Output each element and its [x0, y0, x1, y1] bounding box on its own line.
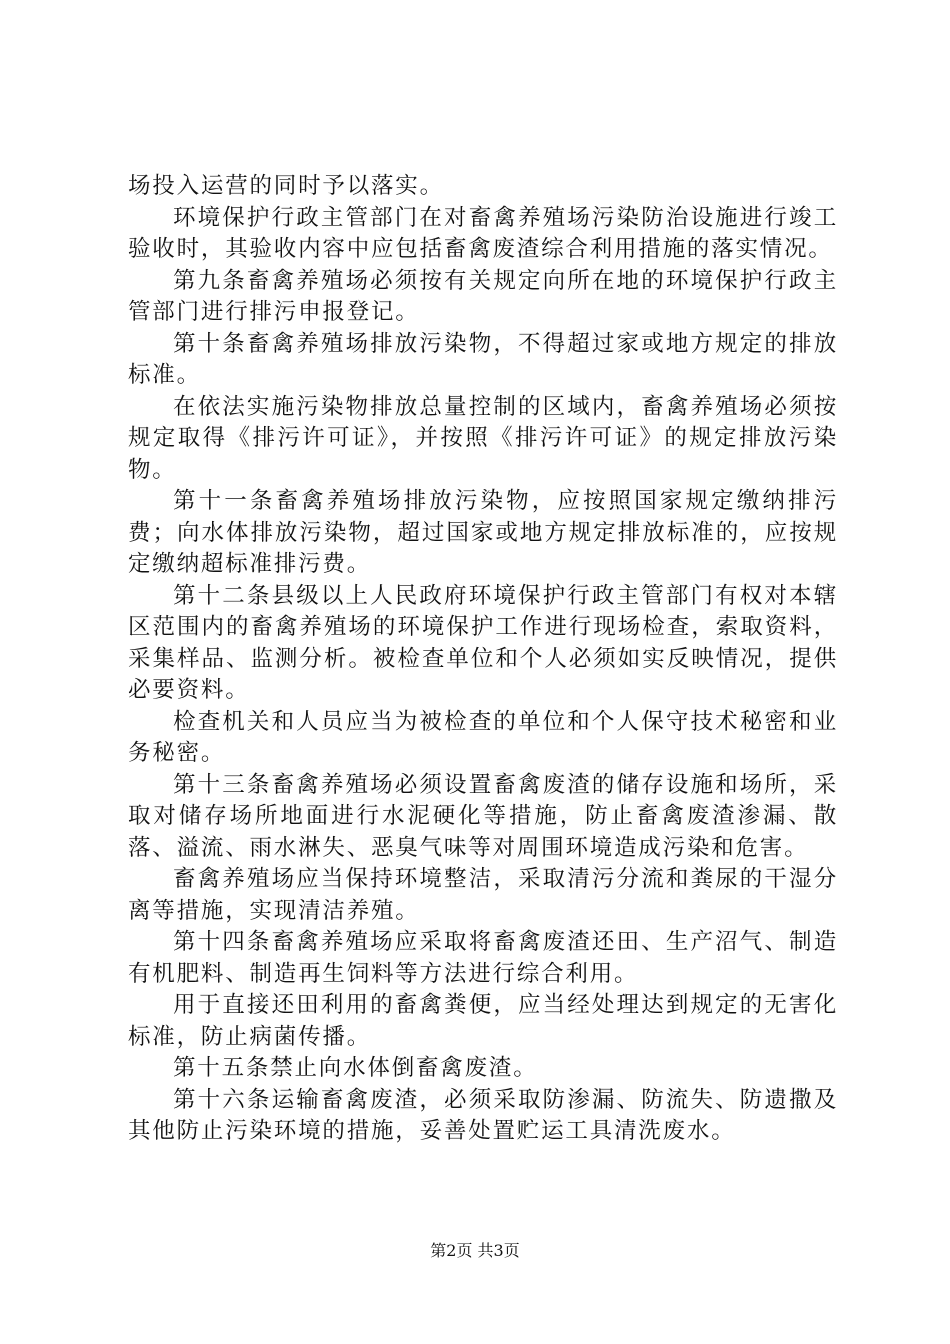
- paragraph-2: 环境保护行政主管部门在对畜禽养殖场污染防治设施进行竣工验收时，其验收内容中应包括畜禽废渣综合利用措施的落实情况。: [128, 204, 838, 262]
- paragraph-14: 第十六条运输畜禽废渣，必须采取防渗漏、防流失、防遗撒及其他防止污染环境的措施，妥善处置贮运工具清洗废水。: [128, 1086, 838, 1144]
- paragraph-11: 第十四条畜禽养殖场应采取将畜禽废渣还田、生产沼气、制造有机肥料、制造再生饲料等方法进行综合利用。: [128, 929, 838, 987]
- paragraph-7: 第十二条县级以上人民政府环境保护行政主管部门有权对本辖区范围内的畜禽养殖场的环境保护工作进行现场检查，索取资料，采集样品、监测分析。被检查单位和个人必须如实反映情况，提供必要资料。: [128, 582, 838, 703]
- paragraph-1: 场投入运营的同时予以落实。: [128, 173, 444, 199]
- document-body: [128, 171, 838, 1148]
- paragraph-8: 检查机关和人员应当为被检查的单位和个人保守技术秘密和业务秘密。: [128, 708, 838, 766]
- paragraph-3: 第九条畜禽养殖场必须按有关规定向所在地的环境保护行政主管部门进行排污申报登记。: [128, 267, 838, 325]
- paragraph-6: 第十一条畜禽养殖场排放污染物，应按照国家规定缴纳排污费；向水体排放污染物，超过国家或地方规定排放标准的，应按规定缴纳超标准排污费。: [128, 488, 838, 577]
- page-footer: 第2页 共3页: [430, 1241, 520, 1260]
- paragraph-9: 第十三条畜禽养殖场必须设置畜禽废渣的储存设施和场所，采取对储存场所地面进行水泥硬化等措施，防止畜禽废渣渗漏、散落、溢流、雨水淋失、恶臭气味等对周围环境造成污染和危害。: [128, 771, 838, 861]
- paragraph-13: 第十五条禁止向水体倒畜禽废渣。: [173, 1055, 538, 1081]
- paragraph-4: 第十条畜禽养殖场排放污染物，不得超过家或地方规定的排放标准。: [128, 330, 838, 388]
- paragraph-12: 用于直接还田利用的畜禽粪便，应当经处理达到规定的无害化标准，防止病菌传播。: [128, 992, 838, 1050]
- paragraph-10: 畜禽养殖场应当保持环境整洁，采取清污分流和粪尿的干湿分离等措施，实现清洁养殖。: [128, 866, 838, 924]
- paragraph-5: 在依法实施污染物排放总量控制的区域内，畜禽养殖场必须按规定取得《排污许可证》，并按照《排污许可证》的规定排放污染物。: [128, 393, 838, 483]
